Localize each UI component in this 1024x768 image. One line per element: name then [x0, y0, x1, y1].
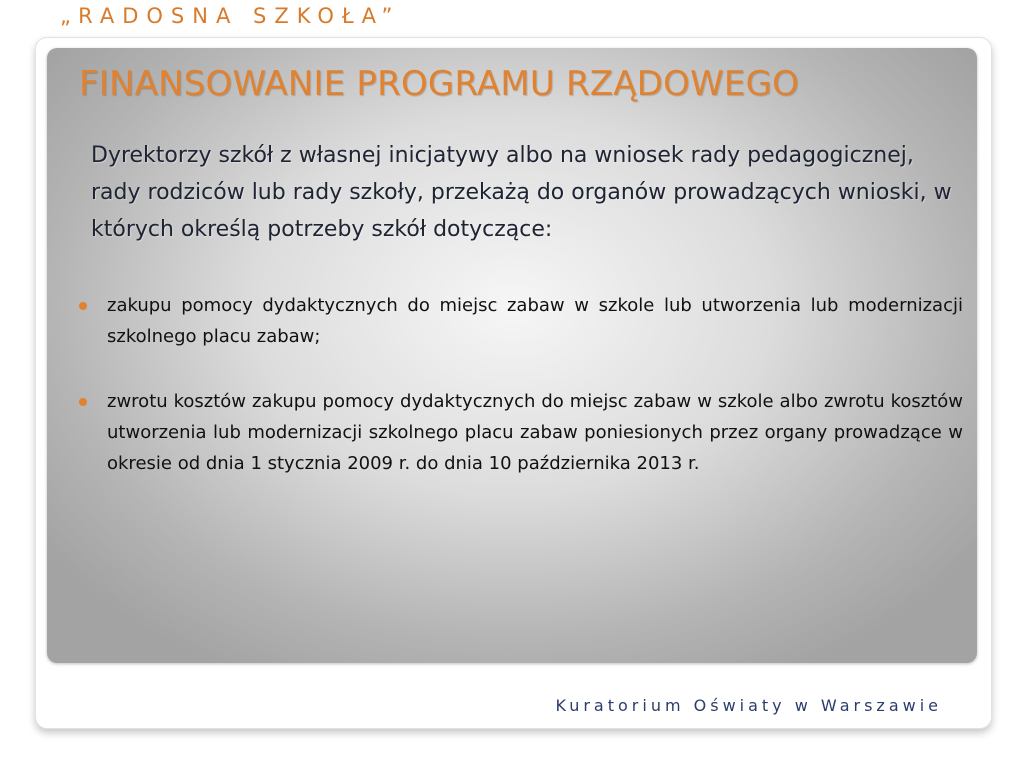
bullet-dot-icon — [79, 398, 87, 406]
bullet-item — [76, 290, 963, 352]
bullet-dot-icon — [79, 302, 87, 310]
intro-paragraph: Dyrektorzy szkół z własnej inicjatywy albo na wniosek rady pedagogicznej, rady rodziców lub rady szkoły, przekażą do organów prowadzących wnioski, w których określą potrzeby szkół dotyczące: — [91, 143, 952, 242]
slide-title: FINANSOWANIE PROGRAMU RZĄDOWEGO — [79, 64, 800, 104]
bullet-list — [76, 290, 963, 513]
bullet-item — [76, 386, 963, 479]
program-tagline: „RADOSNA SZKOŁA” — [60, 4, 401, 28]
footer-organization: Kuratorium Oświaty w Warszawie — [555, 696, 942, 715]
bullet-text: zwrotu kosztów zakupu pomocy dydaktycznych do miejsc zabaw w szkole albo zwrotu kosztów utworzenia lub modernizacji szkolnego placu zabaw poniesionych przez organy prowadzące w okresie od dnia 1 stycznia 2009 r. do dnia 10 października 2013 r. — [107, 391, 963, 474]
bullet-text: zakupu pomocy dydaktycznych do miejsc zabaw w szkole lub utworzenia lub modernizacji szkolnego placu zabaw; — [107, 295, 963, 347]
